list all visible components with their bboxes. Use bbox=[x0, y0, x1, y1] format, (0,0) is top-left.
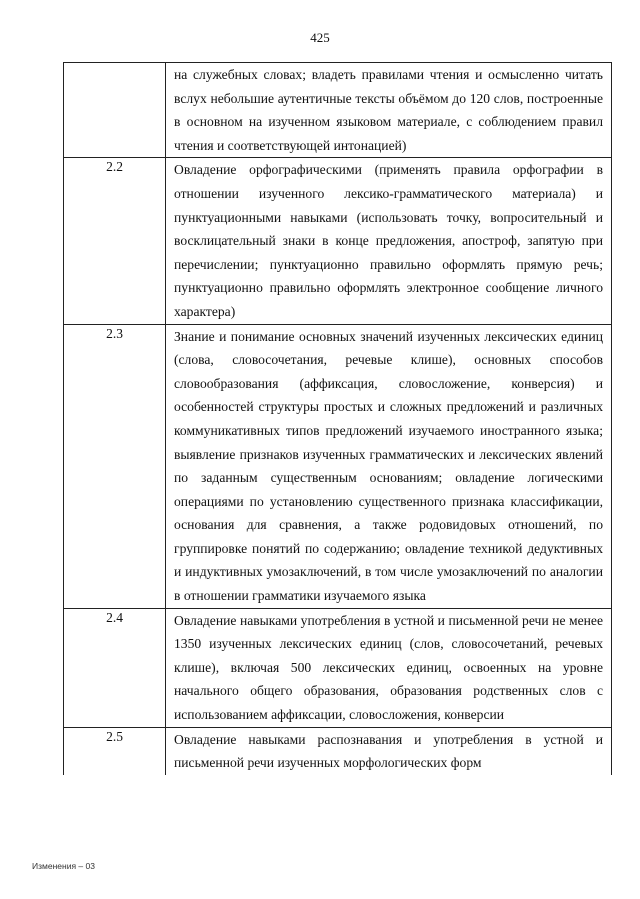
row-text-cell: Овладение навыками употребления в устной и письменной речи не менее 1350 изученных лексических единиц (слов, словосочетаний, речевых клише), включая 500 лексических единиц, освоенных на уровне начального общего образования, образования родственных слов с использованием аффиксации, словосложения, конверсии bbox=[166, 608, 612, 727]
row-number-cell: 2.5 bbox=[64, 727, 166, 775]
footer-revision-note: Изменения – 03 bbox=[32, 861, 95, 871]
row-number-cell: 2.2 bbox=[64, 158, 166, 324]
row-number-cell: 2.3 bbox=[64, 324, 166, 608]
requirements-table bbox=[63, 62, 612, 775]
table-row bbox=[64, 324, 612, 608]
table-row bbox=[64, 608, 612, 727]
page-number: 425 bbox=[310, 30, 330, 45]
table-row bbox=[64, 63, 612, 158]
row-text-cell: Овладение орфографическими (применять правила орфографии в отношении изученного лексико-грамматического материала) и пунктуационными навыками (использовать точку, вопросительный и восклицательный знаки в конце предложения, апостроф, запятую при перечислении; пунктуационно правильно оформлять прямую речь; пунктуационно правильно оформлять электронное сообщение личного характера) bbox=[166, 158, 612, 324]
row-number-cell bbox=[64, 63, 166, 158]
row-text-cell: Овладение навыками распознавания и употребления в устной и письменной речи изученных морфологических форм bbox=[166, 727, 612, 775]
row-text-cell: Знание и понимание основных значений изученных лексических единиц (слова, словосочетания, речевые клише), основных способов словообразования (аффиксация, словосложение, конверсия) и особенностей структуры простых и сложных предложений и различных коммуникативных типов предложений изучаемого иностранного языка; выявление признаков изученных грамматических и лексических явлений по заданным существенным основаниям; овладение логическими операциями по установлению существенного признака классификации, основания для сравнения, а также родовидовых отношений, по группировке понятий по содержанию; овладение техникой дедуктивных и индуктивных умозаключений, в том числе умозаключений по аналогии в отношении грамматики изучаемого языка bbox=[166, 324, 612, 608]
row-number-cell: 2.4 bbox=[64, 608, 166, 727]
table-row bbox=[64, 727, 612, 775]
row-text-cell: на служебных словах; владеть правилами чтения и осмысленно читать вслух небольшие аутентичные тексты объёмом до 120 слов, построенные в основном на изученном языковом материале, с соблюдением правил чтения и соответствующей интонацией) bbox=[166, 63, 612, 158]
table-row bbox=[64, 158, 612, 324]
